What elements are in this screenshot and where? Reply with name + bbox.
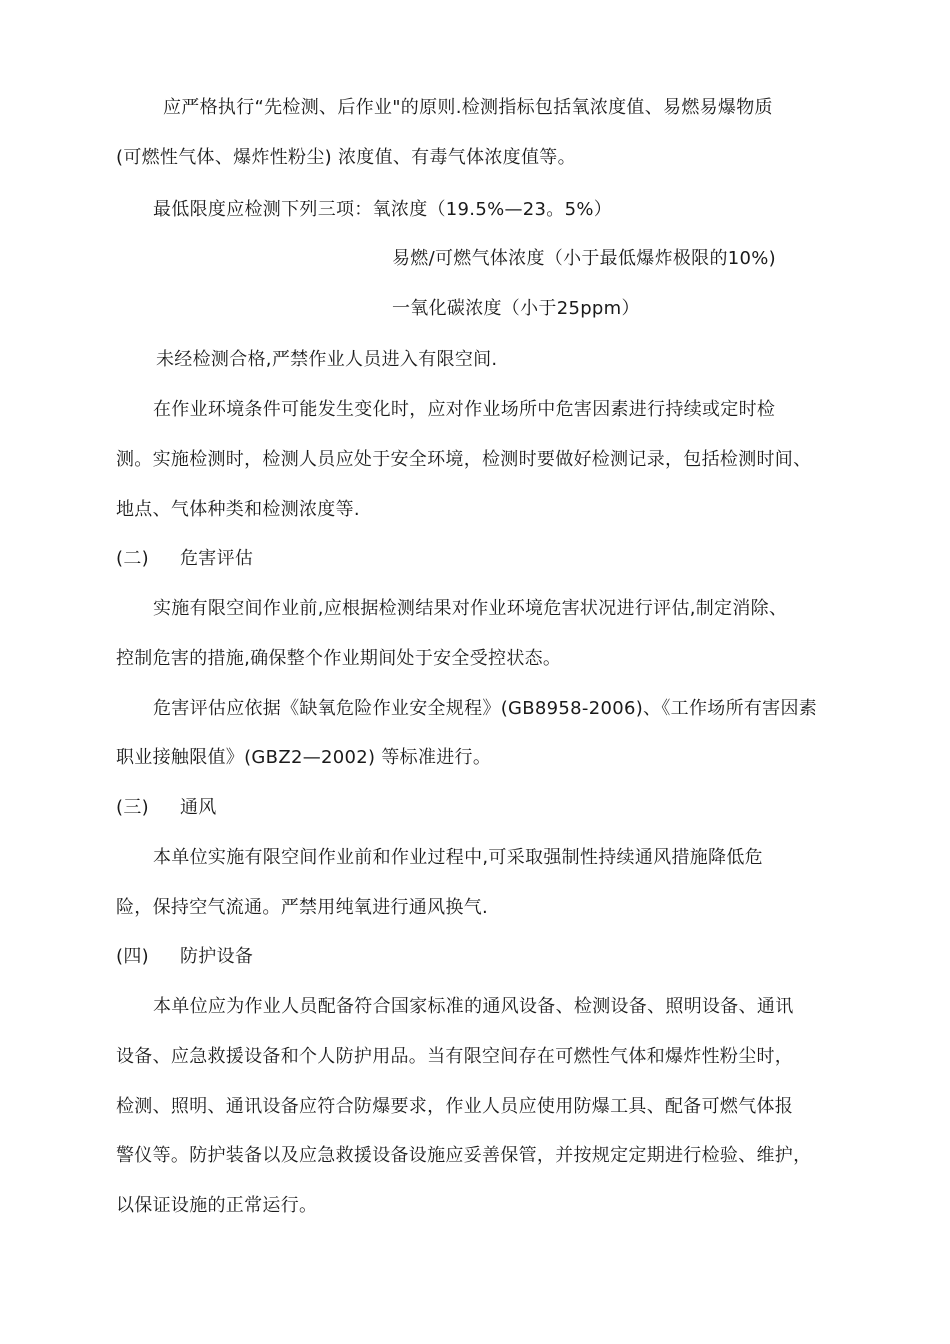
paragraph-line: (可燃性气体、爆炸性粉尘) 浓度值、有毒气体浓度值等。 [116,147,576,168]
paragraph-line: 未经检测合格,严禁作业人员进入有限空间. [156,349,498,370]
section-number: (三) [116,797,149,818]
paragraph-line: 警仪等。防护装备以及应急救援设备设施应妥善保管，并按规定定期进行检验、维护， [116,1145,812,1166]
section-number: (四) [116,946,149,967]
paragraph-line: 检测、照明、通讯设备应符合防爆要求，作业人员应使用防爆工具、配备可燃气体报 [116,1096,794,1117]
section-heading: 通风 [180,797,217,818]
paragraph-line: 实施有限空间作业前,应根据检测结果对作业环境危害状况进行评估,制定消除、 [153,598,788,619]
paragraph-line: 控制危害的措施,确保整个作业期间处于安全受控状态。 [116,648,562,669]
paragraph-line: 设备、应急救援设备和个人防护用品。当有限空间存在可燃性气体和爆炸性粉尘时， [116,1046,794,1067]
paragraph-line: 危害评估应依据《缺氧危险作业安全规程》(GB8958-2006)、《工作场所有害因素 [153,698,818,719]
paragraph-line: 职业接触限值》(GBZ2—2002) 等标准进行。 [116,747,492,768]
paragraph-line: 最低限度应检测下列三项：氧浓度（19.5%—23。5%） [153,199,613,220]
paragraph-line: 本单位应为作业人员配备符合国家标准的通风设备、检测设备、照明设备、通讯 [153,996,794,1017]
paragraph-line: 地点、气体种类和检测浓度等. [116,499,360,520]
section-number: (二) [116,548,149,569]
paragraph-line: 易燃/可燃气体浓度（小于最低爆炸极限的10%) [392,248,776,269]
paragraph-line: 以保证设施的正常运行。 [116,1195,318,1216]
section-heading: 危害评估 [180,548,254,569]
paragraph-line: 应严格执行“先检测、后作业"的原则.检测指标包括氧浓度值、易燃易爆物质 [163,97,773,118]
paragraph-line: 本单位实施有限空间作业前和作业过程中,可采取强制性持续通风措施降低危 [153,847,763,868]
paragraph-line: 一氧化碳浓度（小于25ppm） [392,298,640,319]
section-heading: 防护设备 [180,946,254,967]
paragraph-line: 测。实施检测时，检测人员应处于安全环境，检测时要做好检测记录，包括检测时间、 [116,449,812,470]
paragraph-line: 险，保持空气流通。严禁用纯氧进行通风换气. [116,897,489,918]
paragraph-line: 在作业环境条件可能发生变化时，应对作业场所中危害因素进行持续或定时检 [153,399,776,420]
